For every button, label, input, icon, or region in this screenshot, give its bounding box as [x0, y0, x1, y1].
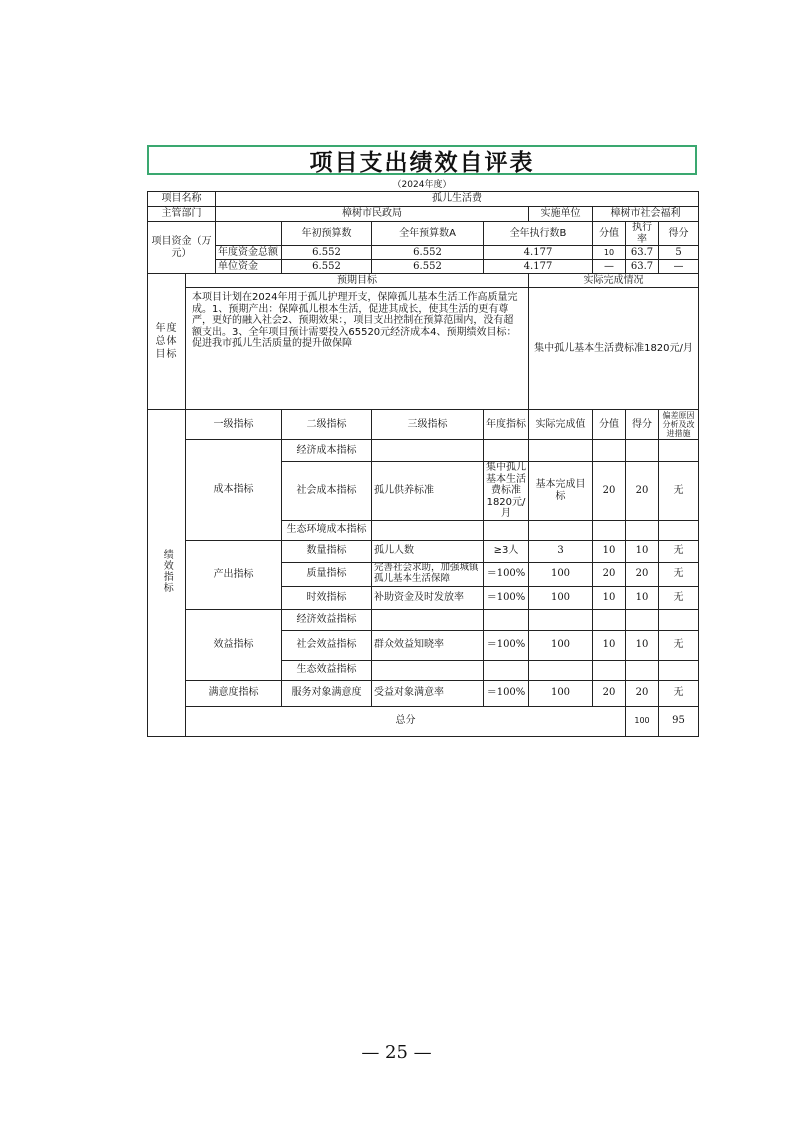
project-value: 孤儿生活费: [216, 192, 699, 207]
perf-header-points: 分值: [593, 410, 626, 440]
page-number: — 25 —: [361, 1042, 432, 1063]
cell: [659, 520, 699, 540]
score-cell: 20: [626, 462, 659, 521]
target-cell: ＝100%: [484, 586, 529, 609]
year-label: （2024年度）: [392, 180, 452, 190]
level1-satisfaction: 满意度指标: [186, 680, 282, 706]
funds-header-rate: 执行率: [626, 222, 659, 246]
total-score: 95: [659, 706, 699, 736]
target-cell: ＝100%: [484, 562, 529, 586]
points-cell: 20: [593, 562, 626, 586]
level3-cell: 孤儿供养标准: [372, 462, 484, 521]
funds-header-score: 得分: [659, 222, 699, 246]
level1-benefit: 效益指标: [186, 609, 282, 680]
perf-label-cell: [148, 410, 186, 737]
cell: [659, 440, 699, 462]
points-cell: 10: [593, 540, 626, 562]
cell: [593, 520, 626, 540]
level2-cell: 质量指标: [282, 562, 372, 586]
funds-cell: 10: [593, 246, 626, 260]
table-row: [148, 609, 699, 630]
level2-cell: 服务对象满意度: [282, 680, 372, 706]
points-cell: 20: [593, 680, 626, 706]
perf-header-l2: 二级指标: [282, 410, 372, 440]
actual-cell: 基本完成目标: [529, 462, 593, 521]
level2-cell: 经济成本指标: [282, 440, 372, 462]
cell: [529, 440, 593, 462]
cell: [626, 440, 659, 462]
funds-cell: 6.552: [282, 246, 372, 260]
funds-row-name: 单位资金: [216, 260, 282, 274]
project-label: 项目名称: [148, 192, 216, 207]
target-cell: ＝100%: [484, 680, 529, 706]
score-cell: 10: [626, 586, 659, 609]
note-cell: 无: [659, 462, 699, 521]
total-points: 100: [626, 706, 659, 736]
actual-cell: 100: [529, 586, 593, 609]
score-cell: 20: [626, 562, 659, 586]
funds-label: 项目资金（万元）: [148, 222, 216, 274]
perf-header-target: 年度指标: [484, 410, 529, 440]
funds-cell: 6.552: [372, 246, 484, 260]
cell: [626, 660, 659, 680]
funds-header-initial: 年初预算数: [282, 222, 372, 246]
level2-cell: 经济效益指标: [282, 609, 372, 630]
goal-label: 年度总体目标: [155, 323, 178, 360]
dept-label: 主管部门: [148, 207, 216, 222]
score-cell: 20: [626, 680, 659, 706]
note-cell: 无: [659, 630, 699, 660]
goal-plan-text: 本项目计划在2024年用于孤儿护理开支，保障孤儿基本生活工作高质量完成。1、预期产出：保障孤儿根本生活，促进其成长，使其生活的更有尊严，更好的融入社会2、预期效果：，项目支出控制在预算范围内，没有超额支出。3、全年项目预计需要投入65520元经济成本4、预期绩效目标：促进我市孤儿生活质量的提升做保障: [186, 288, 529, 410]
funds-cell: 4.177: [484, 260, 593, 274]
note-cell: 无: [659, 562, 699, 586]
impl-value: 樟树市社会福利: [593, 207, 699, 222]
cell: [529, 609, 593, 630]
funds-cell: 5: [659, 246, 699, 260]
table-row: [148, 440, 699, 462]
cell: [484, 440, 529, 462]
level2-cell: 社会效益指标: [282, 630, 372, 660]
cell: [659, 660, 699, 680]
table-title: 项目支出绩效自评表: [309, 148, 535, 176]
goal-actual-header: 实际完成情况: [529, 274, 699, 288]
target-cell: 集中孤儿基本生活费标准1820元/月: [484, 462, 529, 521]
total-row: [148, 706, 699, 736]
level3-cell: 受益对象满意率: [372, 680, 484, 706]
goal-label-cell: [148, 274, 186, 410]
goal-plan-header: 预期目标: [186, 274, 529, 288]
target-cell: ＝100%: [484, 630, 529, 660]
cell: [484, 609, 529, 630]
impl-label: 实施单位: [529, 207, 593, 222]
cell: [484, 520, 529, 540]
perf-header-l3: 三级指标: [372, 410, 484, 440]
funds-cell: 63.7: [626, 260, 659, 274]
cell: [593, 440, 626, 462]
points-cell: 10: [593, 630, 626, 660]
perf-header-actual: 实际完成值: [529, 410, 593, 440]
funds-cell: 63.7: [626, 246, 659, 260]
actual-cell: 3: [529, 540, 593, 562]
level3-cell: 孤儿人数: [372, 540, 484, 562]
cell: [372, 520, 484, 540]
level3-cell: 补助资金及时发放率: [372, 586, 484, 609]
level2-cell: 数量指标: [282, 540, 372, 562]
table-title-box: [147, 145, 697, 175]
actual-cell: 100: [529, 562, 593, 586]
note-cell: 无: [659, 586, 699, 609]
score-cell: 10: [626, 630, 659, 660]
level2-cell: 生态环境成本指标: [282, 520, 372, 540]
level2-cell: 时效指标: [282, 586, 372, 609]
performance-table: [147, 191, 699, 737]
level3-cell: 群众效益知晓率: [372, 630, 484, 660]
cell: [484, 660, 529, 680]
level1-output: 产出指标: [186, 540, 282, 609]
actual-cell: 100: [529, 680, 593, 706]
cell: [529, 520, 593, 540]
perf-header-note: 偏差原因分析及改进措施: [659, 410, 699, 440]
table-row: [148, 680, 699, 706]
note-cell: 无: [659, 680, 699, 706]
level3-cell: [372, 440, 484, 462]
points-cell: 10: [593, 586, 626, 609]
cell: [372, 660, 484, 680]
perf-header-row: [148, 410, 699, 440]
table-row: [148, 540, 699, 562]
cell: [372, 609, 484, 630]
level1-cost: 成本指标: [186, 440, 282, 541]
funds-row-total: [148, 246, 699, 260]
funds-row-name: 年度资金总额: [216, 246, 282, 260]
goal-header-row: [148, 274, 699, 288]
funds-header-points: 分值: [593, 222, 626, 246]
cell: [659, 609, 699, 630]
perf-label: 绩效指标: [161, 549, 173, 593]
funds-header-row: [148, 222, 699, 246]
perf-header-l1: 一级指标: [186, 410, 282, 440]
cell: [593, 660, 626, 680]
funds-cell: 6.552: [282, 260, 372, 274]
level2-cell: 社会成本指标: [282, 462, 372, 521]
note-cell: 无: [659, 540, 699, 562]
total-label: 总分: [186, 706, 626, 736]
level3-cell: 完善社会求助，加强城镇孤儿基本生活保障: [372, 562, 484, 586]
goal-actual-text: 集中孤儿基本生活费标准1820元/月: [529, 288, 699, 410]
funds-header-exec: 全年执行数B: [484, 222, 593, 246]
cell: [626, 609, 659, 630]
funds-cell: —: [659, 260, 699, 274]
target-cell: ≥3人: [484, 540, 529, 562]
funds-cell: —: [593, 260, 626, 274]
dept-row: [148, 207, 699, 222]
points-cell: 20: [593, 462, 626, 521]
dept-value: 樟树市民政局: [216, 207, 529, 222]
goal-body-row: [148, 288, 699, 410]
funds-cell: 4.177: [484, 246, 593, 260]
cell: [626, 520, 659, 540]
project-row: [148, 192, 699, 207]
funds-cell: 6.552: [372, 260, 484, 274]
score-cell: 10: [626, 540, 659, 562]
cell: [593, 609, 626, 630]
actual-cell: 100: [529, 630, 593, 660]
funds-header-blank: [216, 222, 282, 246]
cell: [529, 660, 593, 680]
level2-cell: 生态效益指标: [282, 660, 372, 680]
funds-row-unit: [148, 260, 699, 274]
funds-header-annual: 全年预算数A: [372, 222, 484, 246]
perf-header-score: 得分: [626, 410, 659, 440]
